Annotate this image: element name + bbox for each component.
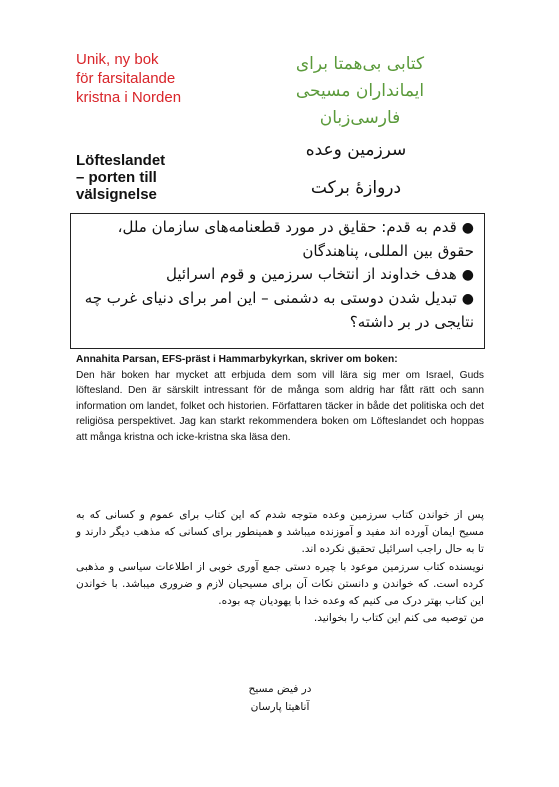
bullet-icon: ● xyxy=(461,267,474,283)
signature-name: آناهیتا پارسان xyxy=(250,701,310,713)
highlights-list xyxy=(71,214,484,334)
signature-line-1: در فیض مسیح xyxy=(248,683,312,695)
swedish-title-line-1: Löfteslandet xyxy=(76,152,166,169)
swedish-title-line-3: välsignelse xyxy=(76,186,157,203)
promo-line-3: kristna i Norden xyxy=(76,89,182,106)
persian-headline-line-3: فارسی‌زبان xyxy=(319,108,401,128)
promo-text xyxy=(76,50,256,107)
bullet-icon: ● xyxy=(461,220,474,236)
review-body: Den här boken har mycket att erbjuda dem som vill lära sig mer om Israel, Guds löftesland. Den är särskilt intressant för de många som aldrig har fått rätt och sann information om landet, folket och historien. Författaren täcker in både det politiska och det religiösa perspektivet. Jag kan starkt rekommendera boken om Löfteslandet och hoppas att många kristna och icke-kristna ska läsa den. xyxy=(76,369,484,443)
highlight-item xyxy=(81,287,474,334)
persian-book-subtitle: دروازهٔ برکت xyxy=(310,178,402,198)
highlight-item xyxy=(81,263,474,287)
persian-review-paragraph-3: من توصیه می کنم این کتاب را بخوانید. xyxy=(313,612,484,625)
swedish-book-title xyxy=(76,152,226,203)
bullet-icon: ● xyxy=(461,291,474,307)
highlight-text: تبدیل شدن دوستی به دشمنی – این امر برای دنیای غرب چه نتایجی در بر داشته؟ xyxy=(84,289,474,331)
persian-headline-line-2: ایمانداران مسیحی xyxy=(295,81,425,101)
highlight-item xyxy=(81,216,474,263)
signature xyxy=(200,680,360,716)
highlights-box xyxy=(70,213,485,349)
promo-line-1: Unik, ny bok xyxy=(76,51,159,68)
persian-headline xyxy=(265,51,455,132)
highlight-text: هدف خداوند از انتخاب سرزمین و قوم اسرائیل xyxy=(166,265,457,283)
persian-review xyxy=(76,507,484,627)
review-heading: Annahita Parsan, EFS-präst i Hammarbykyrkan, skriver om boken: xyxy=(76,354,398,365)
persian-headline-line-1: کتابی بی‌همتا برای xyxy=(295,54,425,74)
highlight-text: قدم به قدم: حقایق در مورد قطعنامه‌های سازمان ملل، حقوق بین المللی، پناهندگان xyxy=(117,218,474,260)
persian-review-paragraph-2: نویسنده کتاب سرزمین موعود با چیره دستی جمع آوری خوبی از اطلاعات سیاسی و مذهبی کرده است. که خواندن و دانستن نکات آن برای مسیحیان لازم و ضروری میباشد. با خواندن این کتاب بهتر درک می کنیم که وعده خدا با یهودیان چه بوده. xyxy=(76,560,484,608)
swedish-title-line-2: – porten till xyxy=(76,169,157,186)
swedish-review xyxy=(76,352,484,445)
persian-review-paragraph-1: پس از خواندن کتاب سرزمین وعده متوجه شدم که این کتاب برای عموم و کسانی که به مسیح ایمان آورده اند مفید و آموزنده میباشد و همینطور برای کسانی که مذهب دیگر دارند و تا به حال راجب اسرائیل تحقیق نکرده اند. xyxy=(76,509,484,556)
promo-line-2: för farsitalande xyxy=(76,70,176,87)
persian-book-title: سرزمین وعده xyxy=(305,140,407,160)
